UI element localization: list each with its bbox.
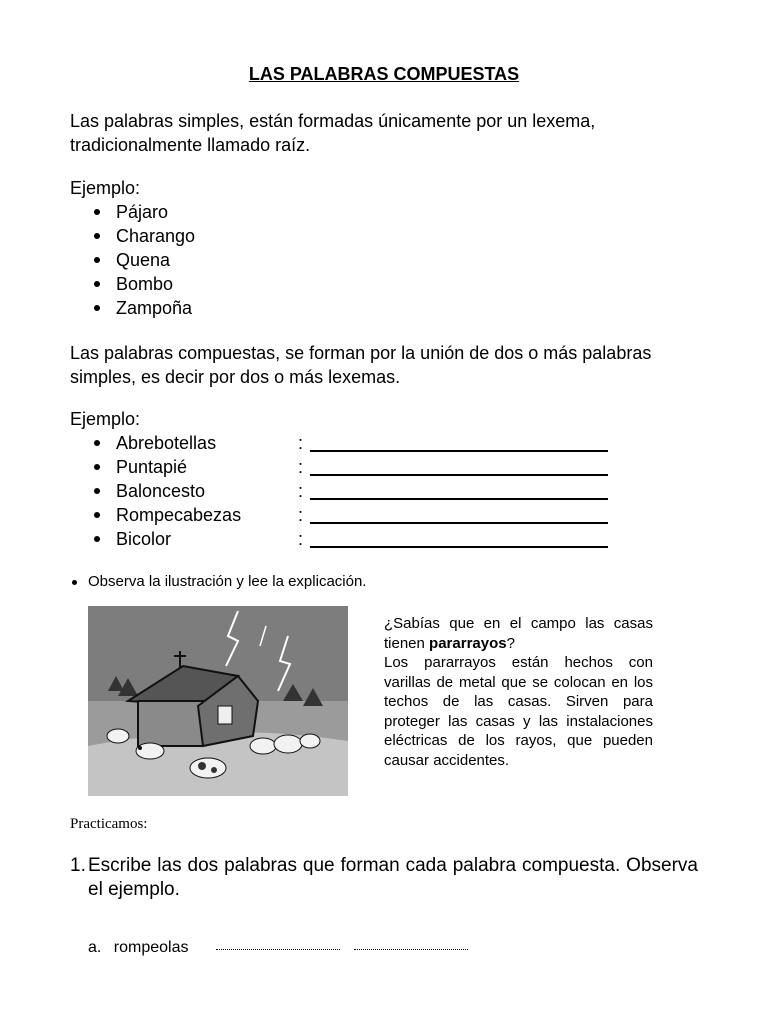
colon: : — [298, 529, 304, 549]
practice-heading: Practicamos: — [70, 816, 148, 832]
list-item — [70, 431, 630, 455]
lightning-rod-info — [384, 614, 653, 770]
list-item — [70, 479, 630, 503]
colon: : — [298, 481, 304, 501]
example-word: Pájaro — [116, 202, 169, 222]
colon: : — [298, 457, 304, 477]
list-item — [70, 200, 195, 224]
example-word: Quena — [116, 250, 171, 270]
observe-instruction: Observa la ilustración y lee la explicación. — [70, 572, 366, 592]
info-body: Los pararrayos están hechos con varillas de metal que se colocan en los techos de las casas. Sirven para proteger las casas y las instalaciones eléctricas de los rayos, que pueden causar accidentes. — [384, 654, 653, 769]
answer-blank[interactable] — [310, 450, 608, 452]
answer-blank[interactable] — [310, 474, 608, 476]
example-word: Baloncesto — [116, 481, 206, 501]
list-item — [70, 224, 195, 248]
exercise-number: 1. — [70, 855, 86, 876]
example-word: Zampoña — [116, 298, 193, 318]
exercise-instruction: Escribe las dos palabras que forman cada palabra compuesta. Observa el ejemplo. — [88, 855, 698, 900]
simple-example-label: Ejemplo: — [70, 178, 141, 198]
answer-blank[interactable] — [310, 522, 608, 524]
example-word: Charango — [116, 226, 196, 246]
exercise-item-a — [88, 938, 189, 958]
list-item — [70, 296, 195, 320]
example-word: Abrebotellas — [116, 433, 217, 453]
list-item — [70, 527, 630, 551]
list-item — [70, 248, 195, 272]
compound-example-label: Ejemplo: — [70, 409, 141, 429]
answer-blank[interactable] — [310, 546, 608, 548]
simple-examples-list — [70, 200, 195, 320]
answer-blank[interactable] — [310, 498, 608, 500]
example-word: Bombo — [116, 274, 174, 294]
info-keyword: pararrayos — [429, 634, 507, 652]
answer-dotted-line[interactable] — [216, 949, 340, 950]
list-item — [70, 272, 195, 296]
info-question-end: ? — [506, 634, 515, 652]
info-question: ¿Sabías que en el campo las casas tienen — [384, 615, 653, 652]
answer-dotted-line[interactable] — [354, 949, 468, 950]
example-word: Puntapié — [116, 457, 188, 477]
colon: : — [298, 433, 304, 453]
example-word: Rompecabezas — [116, 505, 242, 525]
colon: : — [298, 505, 304, 525]
page-title: LAS PALABRAS COMPUESTAS — [248, 64, 520, 84]
item-letter: a. — [88, 939, 102, 956]
simple-words-definition: Las palabras simples, están formadas únicamente por un lexema, tradicionalmente llamado raíz. — [70, 111, 596, 155]
item-word: rompeolas — [113, 939, 189, 956]
farm-lightning-illustration — [88, 606, 348, 796]
list-item — [70, 455, 630, 479]
exercise-1 — [70, 854, 698, 902]
list-item — [70, 503, 630, 527]
example-word: Bicolor — [116, 529, 172, 549]
compound-words-definition: Las palabras compuestas, se forman por la unión de dos o más palabras simples, es decir por dos o más lexemas. — [70, 343, 652, 387]
compound-examples-list — [70, 431, 630, 551]
